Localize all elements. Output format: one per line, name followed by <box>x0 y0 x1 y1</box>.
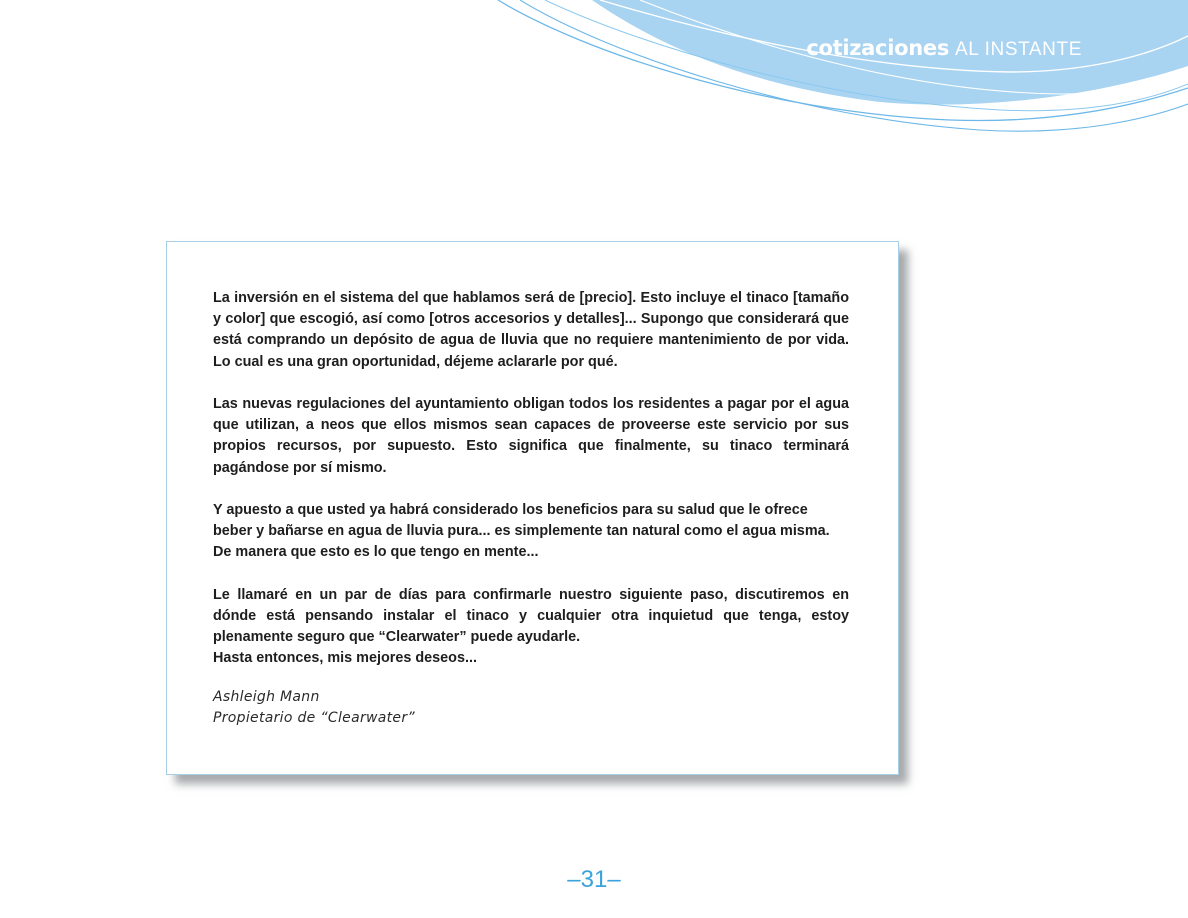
letter-paragraph-4-line-2: Hasta entonces, mis mejores deseos... <box>213 650 477 667</box>
letter-paragraph-3-line-1: Y apuesto a que usted ya habrá considerado los beneficios para su salud que le ofrece beber y bañarse en agua de lluvia pura... es simplemente tan natural como el agua misma. <box>213 502 830 540</box>
brand-title-light: AL INSTANTE <box>955 39 1082 60</box>
letter-paragraph-1: La inversión en el sistema del que hablamos será de [precio]. Esto incluye el tinaco [tamaño y color] que escogió, así como [otros accesorios y detalles]... Supongo que considerará que está comprando un depósito de agua de lluvia que no requiere mantenimiento de por vida. Lo cual es una gran oportunidad, déjeme aclararle por qué. <box>213 290 849 370</box>
header-wave-decoration <box>0 0 1188 140</box>
signature-block <box>213 687 415 729</box>
signature-name: Ashleigh Mann <box>213 689 320 705</box>
brand-title <box>806 34 1082 64</box>
page-number: –31– <box>567 866 621 893</box>
letter-paragraph-3-line-2: De manera que esto es lo que tengo en mente... <box>213 544 539 561</box>
letter-card <box>166 241 899 775</box>
letter-paragraph-4-line-1: Le llamaré en un par de días para confirmarle nuestro siguiente paso, discutiremos en dónde está pensando instalar el tinaco y cualquier otra inquietud que tenga, estoy plenamente seguro que “Clearwater” puede ayudarle. <box>213 586 849 646</box>
letter-paragraph-3 <box>213 500 849 564</box>
letter-paragraph-4 <box>213 585 849 670</box>
signature-title: Propietario de “Clearwater” <box>213 710 415 726</box>
letter-body <box>213 288 849 691</box>
brand-title-bold: cotizaciones <box>806 36 950 60</box>
letter-paragraph-2: Las nuevas regulaciones del ayuntamiento obligan todos los residentes a pagar por el agua que utilizan, a neos que ellos mismos sean capaces de proveerse este servicio por sus propios recursos, por supuesto. Esto significa que finalmente, su tinaco terminará pagándose por sí mismo. <box>213 396 849 476</box>
